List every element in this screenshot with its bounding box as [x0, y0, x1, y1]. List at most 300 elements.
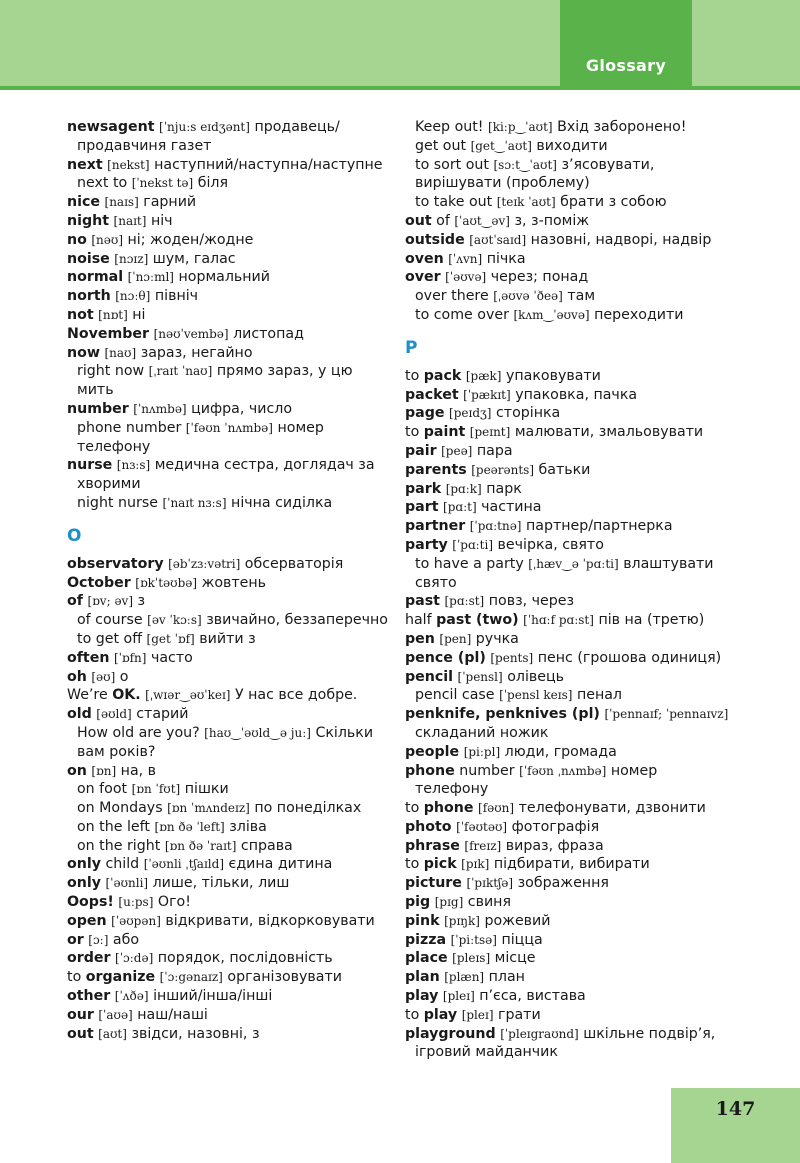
- glossary-subentry: [405, 287, 800, 306]
- glossary-continuation: [67, 475, 397, 494]
- glossary-entry: [67, 649, 397, 668]
- entry-translation: з, з-поміж: [514, 212, 590, 229]
- entry-translation: вам років?: [77, 743, 156, 760]
- entry-transcription: [ˈnɔːml]: [127, 270, 174, 285]
- entry-headword: packet: [405, 386, 459, 403]
- entry-translation: номер: [277, 419, 324, 436]
- entry-translation: вийти з: [199, 630, 256, 647]
- entry-transcription: [plæn]: [444, 970, 485, 985]
- glossary-subentry: [67, 419, 397, 438]
- glossary-entry: [67, 287, 397, 306]
- glossary-entry: [405, 442, 800, 461]
- entry-translation: пенал: [576, 687, 622, 704]
- entry-translation: батьки: [538, 461, 591, 478]
- entry-translation: Ого!: [157, 894, 191, 911]
- entry-transcription: [əbˈzɜːvətri]: [168, 556, 241, 571]
- entry-suffix: of: [436, 212, 450, 229]
- entry-translation: зображення: [517, 875, 609, 892]
- glossary-entry: [67, 968, 397, 987]
- glossary-entry: [405, 517, 800, 536]
- entry-translation: на, в: [120, 762, 157, 779]
- entry-translation: хворими: [77, 476, 141, 493]
- glossary-entry: [67, 555, 397, 574]
- entry-headword: night: [67, 212, 110, 229]
- entry-headword: no: [67, 231, 87, 248]
- glossary-entry: [67, 306, 397, 325]
- glossary-subentry: [67, 837, 397, 856]
- glossary-continuation: [67, 743, 397, 762]
- entry-translation: справа: [240, 837, 293, 854]
- entry-transcription: [naʊ]: [104, 345, 137, 360]
- glossary-entry: [67, 893, 397, 912]
- entry-headword: pence (pl): [405, 649, 486, 666]
- glossary-tab: [560, 0, 692, 86]
- glossary-subentry: [405, 555, 800, 574]
- entry-transcription: [ˌraɪt ˈnaʊ]: [148, 364, 213, 379]
- entry-transcription: [ˈhɑːf pɑːst]: [523, 613, 594, 628]
- glossary-entry: [67, 931, 397, 950]
- glossary-entry: [405, 212, 800, 231]
- entry-transcription: [peərənts]: [471, 462, 534, 477]
- entry-transcription: [peɪdʒ]: [449, 406, 492, 421]
- entry-headword: November: [67, 325, 150, 342]
- entry-translation: телефону: [77, 438, 151, 455]
- glossary-entry: [405, 367, 800, 386]
- glossary-entry: [405, 1025, 800, 1044]
- glossary-entry: [405, 630, 800, 649]
- glossary-entry: [405, 498, 800, 517]
- entry-transcription: [ˈnʌmbə]: [133, 401, 187, 416]
- entry-headword: often: [67, 649, 110, 666]
- glossary-entry: [405, 705, 800, 724]
- entry-translation: упаковувати: [505, 367, 601, 384]
- entry-translation: свято: [415, 574, 457, 591]
- entry-headword: observatory: [67, 555, 164, 572]
- entry-headword: OK.: [112, 687, 141, 704]
- entry-transcription: [pɑːt]: [443, 500, 477, 515]
- entry-transcription: [əv ˈkɔːs]: [147, 613, 202, 628]
- glossary-tab-label: Glossary: [585, 56, 667, 75]
- entry-translation: рожевий: [484, 912, 551, 929]
- entry-translation: піцца: [501, 931, 543, 948]
- glossary-entry: [67, 156, 397, 175]
- entry-headword: party: [405, 536, 448, 553]
- entry-transcription: [ɒkˈtəʊbə]: [135, 575, 198, 590]
- entry-translation: лише, тільки, лиш: [152, 875, 290, 892]
- glossary-entry: [405, 874, 800, 893]
- entry-headword: phrase: [405, 837, 460, 854]
- entry-transcription: [pæk]: [465, 368, 502, 383]
- glossary-entry: [67, 1006, 397, 1025]
- entry-transcription: [haʊ‿ˈəʊld‿ə juː]: [204, 725, 311, 740]
- entry-headword: Oops!: [67, 894, 114, 911]
- entry-translation: часто: [150, 649, 193, 666]
- glossary-continuation: [67, 381, 397, 400]
- entry-prefix: to come over: [415, 306, 509, 323]
- entry-headword: park: [405, 480, 442, 497]
- entry-transcription: [teɪk ˈaʊt]: [496, 195, 556, 210]
- entry-transcription: [kʌm‿ˈəʊvə]: [513, 307, 590, 322]
- glossary-entry: [405, 592, 800, 611]
- glossary-subentry: [67, 494, 397, 513]
- entry-transcription: [pɪg]: [434, 895, 464, 910]
- glossary-entry: [67, 686, 397, 705]
- entry-headword: or: [67, 931, 84, 948]
- entry-translation: звичайно, беззаперечно: [206, 612, 388, 629]
- entry-headword: newsagent: [67, 119, 155, 135]
- entry-transcription: [ˈəʊpən]: [111, 913, 161, 928]
- entry-translation: листопад: [233, 325, 304, 342]
- glossary-column-left: [67, 118, 397, 1043]
- entry-headword: play: [423, 1006, 458, 1023]
- entry-translation: У нас все добре.: [235, 687, 358, 704]
- entry-transcription: [ˈpɑːti]: [452, 537, 494, 552]
- entry-prefix: night nurse: [77, 494, 158, 511]
- entry-transcription: [ˈpensl keɪs]: [499, 688, 573, 703]
- entry-transcription: [ɒv; əv]: [87, 594, 133, 609]
- entry-headword: other: [67, 988, 111, 1005]
- entry-transcription: [pɑːst]: [444, 594, 485, 609]
- entry-transcription: [naɪt]: [113, 213, 147, 228]
- entry-headword: nurse: [67, 457, 113, 474]
- entry-headword: pair: [405, 442, 437, 459]
- entry-headword: of: [67, 593, 83, 610]
- entry-transcription: [ˈəʊnli]: [105, 876, 149, 891]
- entry-translation: виходити: [536, 137, 608, 154]
- entry-transcription: [ˈʌðə]: [114, 989, 149, 1004]
- glossary-entry: [405, 268, 800, 287]
- entry-transcription: [ˈpɑːtnə]: [469, 519, 522, 534]
- entry-translation: шум, галас: [152, 250, 236, 267]
- entry-headword: penknife, penknives (pl): [405, 706, 600, 723]
- entry-translation: пічка: [486, 250, 526, 267]
- entry-translation: пішки: [184, 781, 229, 798]
- glossary-subentry: [67, 724, 397, 743]
- entry-transcription: [get‿ˈaʊt]: [470, 138, 532, 153]
- glossary-entry: [405, 949, 800, 968]
- entry-headword: people: [405, 743, 460, 760]
- entry-prefix: pencil case: [415, 687, 495, 704]
- entry-translation: мить: [77, 382, 114, 399]
- glossary-entry: [405, 404, 800, 423]
- entry-prefix: How old are you?: [77, 724, 200, 741]
- entry-headword: oh: [67, 668, 87, 685]
- glossary-entry: [405, 893, 800, 912]
- glossary-continuation: [405, 724, 800, 743]
- entry-headword: plan: [405, 969, 440, 986]
- entry-translation: телефону: [415, 781, 489, 798]
- entry-transcription: [ˈpiːtsə]: [450, 932, 497, 947]
- entry-prefix: to take out: [415, 194, 493, 211]
- entry-headword: normal: [67, 269, 124, 286]
- glossary-entry: [67, 949, 397, 968]
- glossary-entry: [405, 668, 800, 687]
- entry-translation: там: [567, 288, 596, 305]
- entry-transcription: [əʊld]: [96, 707, 132, 722]
- entry-prefix: to: [405, 1006, 420, 1023]
- entry-transcription: [ˈɔːgənaɪz]: [159, 970, 223, 985]
- entry-translation: організовувати: [227, 969, 342, 986]
- entry-translation: влаштувати: [623, 555, 714, 572]
- entry-transcription: [ˈpensl]: [457, 669, 503, 684]
- glossary-entry: [67, 118, 397, 137]
- entry-translation: обсерваторія: [244, 555, 344, 572]
- entry-headword: partner: [405, 518, 466, 535]
- entry-headword: pick: [423, 856, 457, 873]
- entry-prefix: right now: [77, 363, 145, 380]
- glossary-entry: [67, 987, 397, 1006]
- entry-translation: продавчиня газет: [77, 137, 212, 154]
- glossary-entry: [405, 250, 800, 269]
- entry-headword: now: [67, 344, 100, 361]
- entry-transcription: [nɒt]: [98, 307, 128, 322]
- entry-translation: грати: [498, 1006, 541, 1023]
- entry-headword: page: [405, 405, 445, 422]
- entry-translation: Скільки: [315, 724, 374, 741]
- entry-translation: малювати, змальовувати: [514, 424, 704, 441]
- entry-translation: сторінка: [496, 405, 561, 422]
- glossary-continuation: [67, 438, 397, 457]
- glossary-subentry: [67, 799, 397, 818]
- page-number: 147: [715, 1098, 756, 1120]
- entry-transcription: [freɪz]: [464, 838, 502, 853]
- entry-transcription: [nəʊ]: [91, 232, 124, 247]
- entry-headword: outside: [405, 231, 465, 248]
- entry-transcription: [ɒn ˈfʊt]: [131, 782, 181, 797]
- entry-prefix: to: [405, 424, 420, 441]
- entry-prefix: get out: [415, 137, 467, 154]
- glossary-entry: [405, 536, 800, 555]
- entry-headword: play: [405, 988, 439, 1005]
- entry-headword: order: [67, 950, 111, 967]
- entry-transcription: [ˈfəʊtəʊ]: [456, 819, 508, 834]
- glossary-entry: [405, 855, 800, 874]
- entry-headword: October: [67, 574, 131, 591]
- entry-translation: північ: [154, 288, 199, 305]
- entry-translation: партнер/партнерка: [526, 518, 673, 535]
- entry-translation: наш/наші: [137, 1006, 208, 1023]
- entry-transcription: [pen]: [439, 631, 472, 646]
- entry-translation: зліва: [229, 818, 267, 835]
- entry-translation: медична сестра, доглядач за: [154, 457, 375, 474]
- entry-headword: past (two): [436, 612, 519, 629]
- entry-transcription: [ɒn ðə ˈleft]: [154, 819, 225, 834]
- entry-transcription: [nɔːθ]: [115, 289, 151, 304]
- entry-translation: гарний: [143, 194, 197, 211]
- entry-headword: pencil: [405, 668, 454, 685]
- entry-translation: нічна сиділка: [231, 494, 333, 511]
- entry-translation: по понеділках: [254, 800, 362, 817]
- entry-prefix: over there: [415, 288, 489, 305]
- entry-transcription: [ˈʌvn]: [448, 251, 483, 266]
- entry-transcription: [peə]: [441, 443, 473, 458]
- entry-headword: pig: [405, 894, 431, 911]
- entry-translation: порядок, послідовність: [157, 950, 333, 967]
- entry-translation: вечірка, свято: [497, 536, 604, 553]
- entry-prefix: on Mondays: [77, 800, 163, 817]
- glossary-continuation: [67, 137, 397, 156]
- entry-transcription: [piːpl]: [463, 744, 501, 759]
- glossary-entry: [405, 480, 800, 499]
- glossary-entry: [67, 231, 397, 250]
- entry-translation: або: [112, 931, 140, 948]
- entry-transcription: [ɒn ˈmʌndeɪz]: [167, 801, 250, 816]
- entry-headword: part: [405, 499, 439, 516]
- entry-headword: over: [405, 269, 441, 286]
- entry-prefix: of course: [77, 612, 143, 629]
- glossary-entry: [405, 611, 800, 630]
- entry-transcription: [əʊ]: [91, 669, 116, 684]
- entry-translation: зараз, негайно: [140, 344, 253, 361]
- glossary-entry: [405, 799, 800, 818]
- entry-headword: playground: [405, 1025, 496, 1042]
- entry-transcription: [nɜːs]: [116, 458, 151, 473]
- entry-headword: picture: [405, 875, 462, 892]
- entry-transcription: [ɒn]: [91, 763, 117, 778]
- entry-translation: назовні, надворі, надвір: [530, 231, 712, 248]
- entry-translation: цифра, число: [191, 400, 293, 417]
- entry-headword: parents: [405, 461, 467, 478]
- entry-headword: old: [67, 706, 92, 723]
- entry-headword: oven: [405, 250, 444, 267]
- entry-translation: звідси, назовні, з: [131, 1025, 260, 1042]
- glossary-subentry: [67, 780, 397, 799]
- glossary-subentry: [405, 156, 800, 175]
- entry-headword: place: [405, 950, 448, 967]
- entry-transcription: [ˈɒfn]: [113, 650, 147, 665]
- glossary-entry: [405, 461, 800, 480]
- glossary-subentry: [405, 118, 800, 137]
- entry-prefix: on foot: [77, 781, 128, 798]
- glossary-subentry: [67, 630, 397, 649]
- glossary-subentry: [405, 137, 800, 156]
- entry-translation: через; понад: [490, 269, 589, 286]
- entry-transcription: [ˈaʊt‿əv]: [454, 213, 510, 228]
- glossary-entry: [67, 855, 397, 874]
- entry-translation: нормальний: [178, 269, 270, 286]
- glossary-entry: [67, 668, 397, 687]
- entry-headword: open: [67, 912, 107, 929]
- entry-translation: наступний/наступна/наступне: [154, 156, 383, 173]
- page-number-box: [671, 1088, 800, 1163]
- entry-prefix: to have a party: [415, 555, 524, 572]
- entry-headword: pack: [423, 367, 462, 384]
- entry-prefix: to sort out: [415, 156, 489, 173]
- entry-translation: ігровий майданчик: [415, 1044, 558, 1061]
- entry-translation: пара: [476, 442, 513, 459]
- entry-translation: брати з собою: [560, 194, 667, 211]
- entry-transcription: [aʊt]: [98, 1026, 127, 1041]
- glossary-subentry: [405, 306, 800, 325]
- entry-suffix: number: [459, 762, 515, 779]
- glossary-entry: [67, 212, 397, 231]
- glossary-subentry: [67, 818, 397, 837]
- glossary-continuation: [405, 574, 800, 593]
- entry-headword: out: [67, 1025, 94, 1042]
- entry-translation: місце: [494, 950, 536, 967]
- entry-prefix: on the left: [77, 818, 150, 835]
- glossary-entry: [405, 423, 800, 442]
- entry-headword: noise: [67, 250, 110, 267]
- entry-headword: paint: [423, 424, 466, 441]
- entry-translation: о: [119, 668, 129, 685]
- entry-headword: pen: [405, 630, 435, 647]
- entry-transcription: [pleɪ]: [461, 1007, 494, 1022]
- entry-transcription: [fəʊn]: [478, 801, 515, 816]
- entry-translation: Вхід заборонено!: [557, 119, 687, 135]
- glossary-entry: [405, 743, 800, 762]
- entry-translation: з: [137, 593, 146, 610]
- glossary-entry: [67, 762, 397, 781]
- entry-translation: ручка: [475, 630, 519, 647]
- entry-transcription: [uːps]: [118, 895, 154, 910]
- entry-translation: олівець: [507, 668, 565, 685]
- entry-translation: пенс (грошова одиниця): [537, 649, 722, 666]
- entry-transcription: [pɑːk]: [445, 481, 482, 496]
- entry-prefix: to: [405, 800, 420, 817]
- entry-headword: pizza: [405, 931, 447, 948]
- entry-transcription: [ˈpɪktʃə]: [466, 876, 514, 891]
- entry-translation: план: [488, 969, 525, 986]
- glossary-entry: [67, 456, 397, 475]
- entry-transcription: [get ˈɒf]: [146, 631, 195, 646]
- entry-transcription: [nɔɪz]: [114, 251, 149, 266]
- glossary-entry: [67, 193, 397, 212]
- glossary-continuation: [405, 780, 800, 799]
- entry-transcription: [nekst]: [107, 157, 150, 172]
- glossary-entry: [67, 574, 397, 593]
- header-rule: [0, 86, 800, 90]
- glossary-entry: [67, 912, 397, 931]
- glossary-subentry: [67, 174, 397, 193]
- entry-translation: повз, через: [488, 593, 575, 610]
- entry-translation: вираз, фраза: [505, 837, 604, 854]
- entry-headword: only: [67, 856, 101, 873]
- entry-prefix: on the right: [77, 837, 161, 854]
- entry-headword: photo: [405, 818, 452, 835]
- entry-transcription: [ˌəʊvə ˈðeə]: [493, 289, 563, 304]
- glossary-entry: [67, 400, 397, 419]
- entry-transcription: [ˌwɪər‿əʊˈkeɪ]: [145, 688, 231, 703]
- glossary-entry: [67, 250, 397, 269]
- entry-headword: phone: [405, 762, 455, 779]
- entry-prefix: half: [405, 612, 432, 629]
- entry-transcription: [ˈnekst tə]: [131, 176, 194, 191]
- glossary-entry: [405, 837, 800, 856]
- entry-transcription: [nəʊˈvembə]: [153, 326, 229, 341]
- entry-translation: біля: [197, 175, 228, 192]
- entry-prefix: We’re: [67, 687, 108, 704]
- entry-prefix: phone number: [77, 419, 182, 436]
- glossary-entry: [405, 931, 800, 950]
- glossary-entry: [405, 968, 800, 987]
- entry-prefix: Keep out!: [415, 119, 484, 135]
- glossary-entry: [67, 325, 397, 344]
- entry-transcription: [ˈpleɪgraʊnd]: [500, 1026, 579, 1041]
- entry-transcription: [sɔːt‿ˈaʊt]: [493, 157, 557, 172]
- entry-translation: ні; жоден/жодне: [127, 231, 254, 248]
- glossary-subentry: [67, 362, 397, 381]
- entry-headword: only: [67, 875, 101, 892]
- entry-translation: упаковка, пачка: [515, 386, 638, 403]
- entry-translation: пів на (третю): [598, 612, 705, 629]
- entry-prefix: to: [405, 367, 420, 384]
- entry-translation: номер: [610, 762, 658, 779]
- glossary-entry: [405, 386, 800, 405]
- glossary-continuation: [405, 174, 800, 193]
- entry-translation: люди, громада: [504, 743, 617, 760]
- entry-suffix: child: [105, 856, 140, 873]
